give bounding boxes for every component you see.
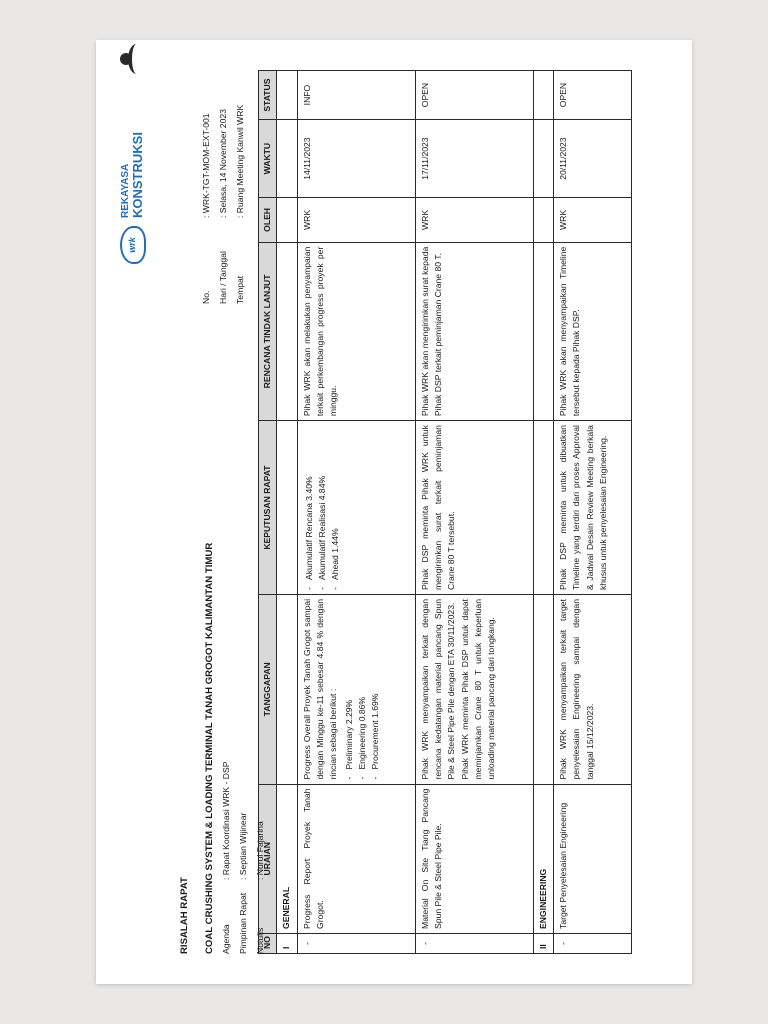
section-row-general xyxy=(277,71,297,954)
row-no: - xyxy=(415,933,533,953)
meeting-meta-right xyxy=(198,105,249,304)
pimpinan-label: Pimpinan Rapat xyxy=(237,892,248,954)
col-header-uraian: URAIAN xyxy=(259,784,277,933)
row-no: - xyxy=(553,933,631,953)
logo-mark: wrk xyxy=(120,226,146,264)
section-name: ENGINEERING xyxy=(533,784,553,933)
row-waktu: 20/11/2023 xyxy=(553,120,631,198)
document-subtitle: COAL CRUSHING SYSTEM & LOADING TERMINAL TANAH GROGOT KALIMANTAN TIMUR xyxy=(203,542,215,954)
row-uraian: Progress Report Proyek Tanah Grogot. xyxy=(297,784,415,933)
agenda-label: Agenda xyxy=(220,924,231,954)
row-status: INFO xyxy=(297,71,415,120)
list-item: - Engineering 0.86% xyxy=(356,599,369,780)
minutes-table xyxy=(258,70,632,954)
row-waktu: 17/11/2023 xyxy=(415,120,533,198)
section-code: I xyxy=(277,933,297,953)
logo-text-2: KONSTRUKSI xyxy=(130,132,146,218)
logo-text-1: REKAYASA xyxy=(119,163,131,218)
col-header-rencana: RENCANA TINDAK LANJUT xyxy=(259,242,277,420)
table-row xyxy=(297,71,415,954)
row-status: OPEN xyxy=(553,71,631,120)
notulis-label: Notulis xyxy=(254,927,265,954)
col-header-waktu: WAKTU xyxy=(259,120,277,198)
notulis-row xyxy=(252,762,269,954)
notulis-value: : Nurul Fajarina xyxy=(254,821,265,880)
pimpinan-value: : Septian Wijinear xyxy=(237,812,248,880)
title-block xyxy=(178,543,218,954)
no-label: No. xyxy=(200,290,211,304)
keputusan-list xyxy=(303,425,343,590)
tanggal-label: Hari / Tanggal xyxy=(217,251,228,304)
row-oleh: WRK xyxy=(415,198,533,243)
row-tanggapan xyxy=(297,595,415,785)
row-keputusan: Pihak DSP meminta untuk dibuatkan Timeline yang terdiri dari proses Approval & Jadwal Desain Review Meeting berkala khusus untuk penyelesaian Engineering. xyxy=(553,421,631,595)
tanggapan-text: Progress Overall Proyek Tanah Grogot sampai dengan Minggu ke-11 sebesar 4.84 % dengan rincian sebagai berikut : xyxy=(301,599,339,780)
list-item: - Ahead 1.44% xyxy=(329,425,342,590)
section-name: GENERAL xyxy=(277,784,297,933)
row-tanggapan xyxy=(415,595,533,785)
col-header-keputusan: KEPUTUSAN RAPAT xyxy=(259,421,277,595)
list-item: - Akumulatif Rencana 3.40% xyxy=(303,425,316,590)
document-header xyxy=(118,70,265,954)
document-title: RISALAH RAPAT xyxy=(179,877,190,954)
rotated-sheet xyxy=(96,40,692,984)
list-item: - Procurement 1.69% xyxy=(369,599,382,780)
document-page xyxy=(96,40,692,984)
agenda-row xyxy=(218,762,235,954)
col-header-no: NO xyxy=(259,933,277,953)
table-row xyxy=(415,71,533,954)
list-item: - Preliminary 2.29% xyxy=(343,599,356,780)
row-waktu: 14/11/2023 xyxy=(297,120,415,198)
col-header-status: STATUS xyxy=(259,71,277,120)
row-rencana: Pihak WRK akan menyampaikan Timeline tersebut kepada Pihak DSP. xyxy=(553,242,631,420)
section-code: II xyxy=(533,933,553,953)
no-value: : WRK-TGT-MOM-EXT-001 xyxy=(200,113,211,218)
list-item: - Akumulatif Realisasi 4.84% xyxy=(316,425,329,590)
meeting-meta-left xyxy=(218,762,269,954)
row-tanggapan: Pihak WRK menyampaikan terkait target penyelesaian Engineering sampai dengan tanggal 15/12/2023. xyxy=(553,595,631,785)
row-keputusan xyxy=(297,421,415,595)
row-keputusan: Pihak DSP meminta Pihak WRK untuk mengirimkan surat terkait peminjaman Crane 80 T tersebut. xyxy=(415,421,533,595)
tanggal-row xyxy=(215,105,232,304)
tanggapan-list xyxy=(343,599,383,780)
row-status: OPEN xyxy=(415,71,533,120)
row-no: - xyxy=(297,933,415,953)
tempat-row xyxy=(232,105,249,304)
tanggapan-text: Pihak WRK menyampaikan terkait dengan rencana kedatangan material pancang Spun Pile & Steel Pipe Pile dengan ETA 30/11/2023. xyxy=(419,599,457,780)
tempat-label: Tempat xyxy=(234,275,245,304)
tanggal-value: : Selasa, 14 November 2023 xyxy=(217,109,228,218)
table-row xyxy=(553,71,631,954)
company-logo xyxy=(120,132,146,264)
logo-wordmark xyxy=(121,132,145,218)
col-header-oleh: OLEH xyxy=(259,198,277,243)
row-rencana: Pihak WRK akan melakukan penyampaian terkait perkembangan progress proyek per minggu. xyxy=(297,242,415,420)
tempat-value: : Ruang Meeting Kanwil WRK xyxy=(234,104,245,218)
col-header-tanggapan: TANGGAPAN xyxy=(259,595,277,785)
row-uraian: Target Penyelesaian Engineering xyxy=(553,784,631,933)
row-uraian: Material On Site Tiang Pancang Spun Pile & Steel Pipe Pile. xyxy=(415,784,533,933)
agenda-value: : Rapat Koordinasi WRK - DSP xyxy=(220,761,231,880)
row-rencana: Pihak WRK akan mengirimkan surat kepada Pihak DSP terkait peminjaman Crane 80 T. xyxy=(415,242,533,420)
tanggapan-text-2: Pihak WRK meminta Pihak DSP untuk dapat meminjamkan Crane 80 T untuk keperluan unloading material pancang dari tongkang. xyxy=(459,599,497,780)
section-row-engineering xyxy=(533,71,553,954)
no-row xyxy=(198,105,215,304)
pimpinan-row xyxy=(235,762,252,954)
emblem-icon xyxy=(120,44,146,74)
row-oleh: WRK xyxy=(553,198,631,243)
row-oleh: WRK xyxy=(297,198,415,243)
